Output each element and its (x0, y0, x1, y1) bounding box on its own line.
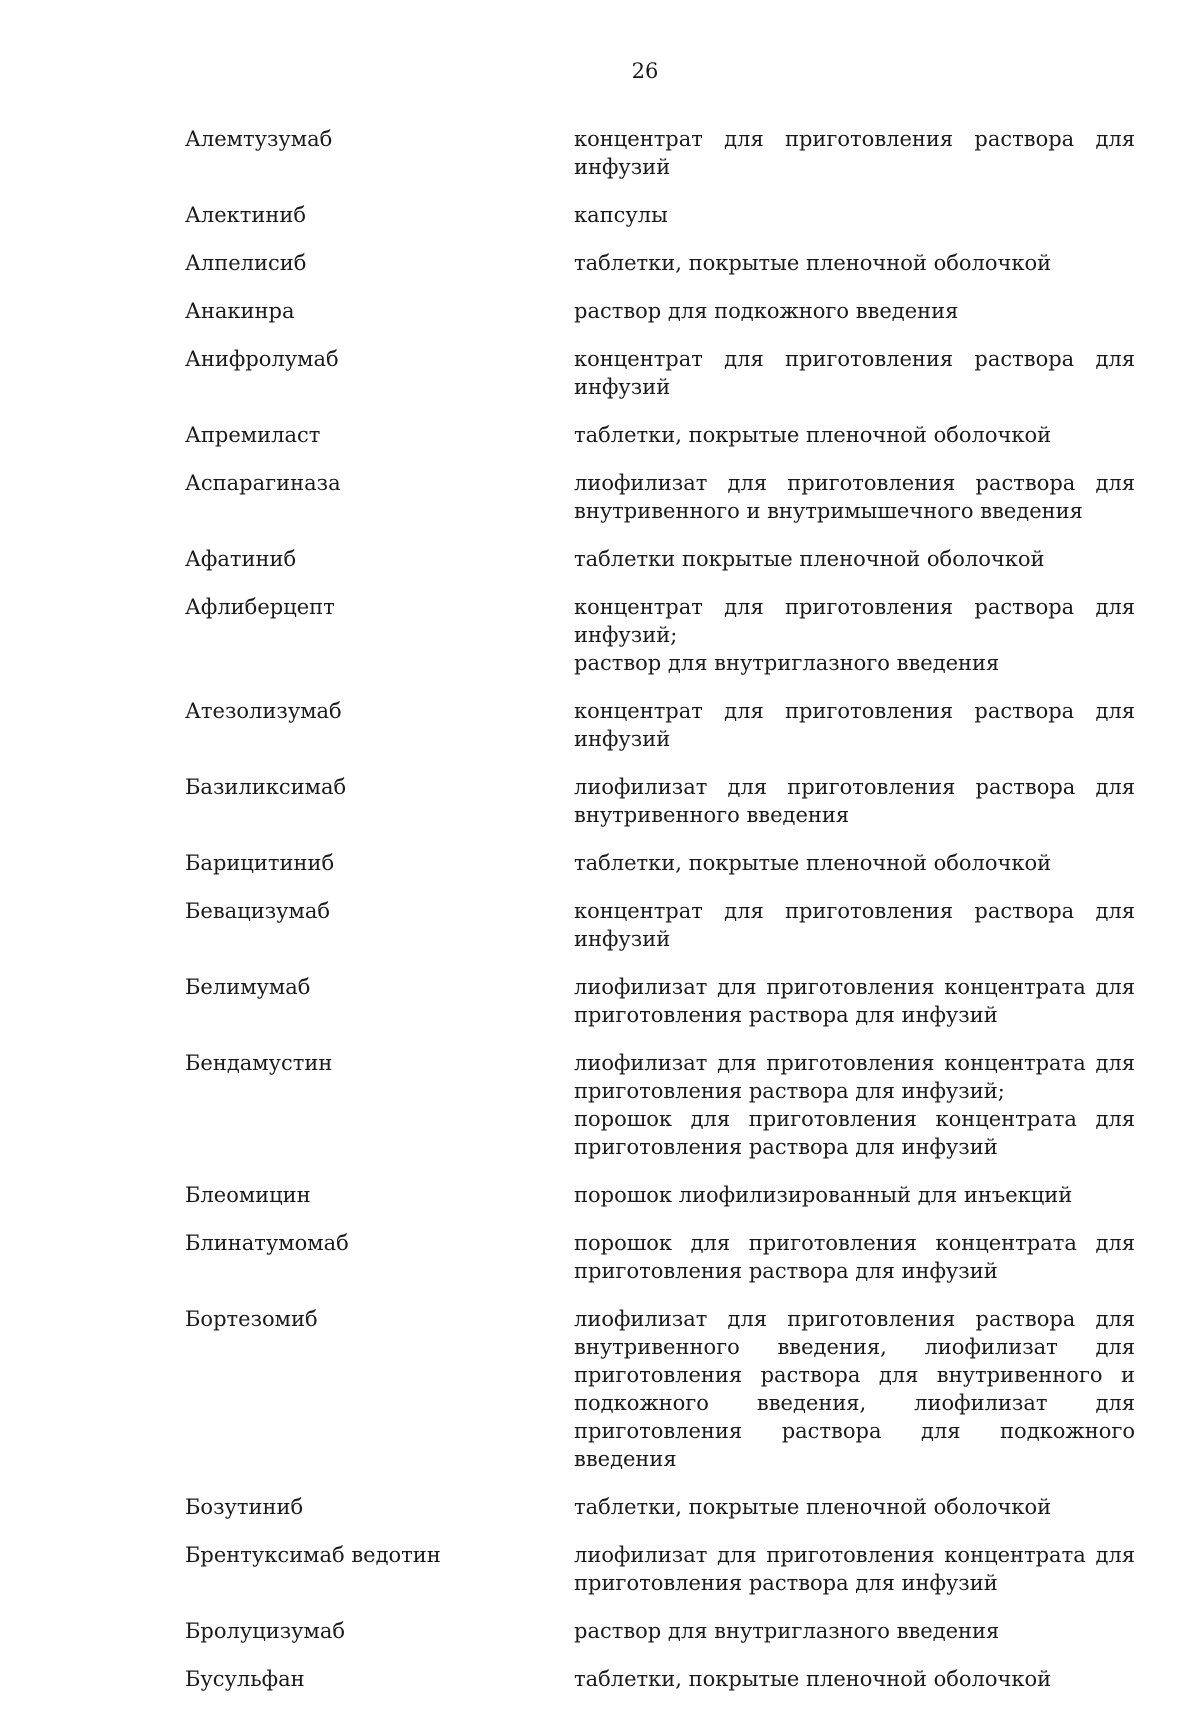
drug-row (185, 297, 1135, 325)
drug-name: Белимумаб (185, 975, 311, 999)
drug-row (185, 697, 1135, 753)
drug-form: концентрат для приготовления раствора для инфузий (574, 699, 1135, 751)
drug-row (185, 773, 1135, 829)
drug-row (185, 1181, 1135, 1209)
drug-row (185, 1305, 1135, 1473)
drug-name: Афлиберцепт (185, 595, 335, 619)
drug-forms (574, 1181, 1135, 1209)
drug-form: раствор для внутриглазного введения (574, 651, 1000, 675)
drug-forms (574, 849, 1135, 877)
drug-name: Базиликсимаб (185, 775, 347, 799)
drug-form: лиофилизат для приготовления раствора для внутривенного введения (574, 775, 1135, 827)
drug-row (185, 1493, 1135, 1521)
drug-name: Барицитиниб (185, 851, 335, 875)
drug-forms (574, 897, 1135, 953)
drug-form: лиофилизат для приготовления концентрата для приготовления раствора для инфузий (574, 1543, 1135, 1595)
drug-form: раствор для внутриглазного введения (574, 1619, 1000, 1643)
drug-forms (574, 1617, 1135, 1645)
drug-row (185, 1049, 1135, 1161)
drug-form: лиофилизат для приготовления раствора для внутривенного и внутримышечного введения (574, 471, 1135, 523)
drug-forms (574, 773, 1135, 829)
drug-row (185, 897, 1135, 953)
drug-form: лиофилизат для приготовления концентрата для приготовления раствора для инфузий (574, 975, 1135, 1027)
drug-form: концентрат для приготовления раствора для инфузий (574, 899, 1135, 951)
drug-forms (574, 697, 1135, 753)
drug-name: Анакинра (185, 299, 295, 323)
drug-row (185, 593, 1135, 677)
drug-name: Блинатумомаб (185, 1231, 349, 1255)
drug-row (185, 1617, 1135, 1645)
drug-form: таблетки, покрытые пленочной оболочкой (574, 251, 1052, 275)
drug-name: Анифролумаб (185, 347, 339, 371)
drug-name: Алемтузумаб (185, 127, 333, 151)
drug-row (185, 1229, 1135, 1285)
drug-row (185, 345, 1135, 401)
drug-forms (574, 125, 1135, 181)
drug-forms (574, 1229, 1135, 1285)
drug-row (185, 421, 1135, 449)
drug-name: Бевацизумаб (185, 899, 331, 923)
drug-form: таблетки, покрытые пленочной оболочкой (574, 423, 1052, 447)
drug-forms (574, 973, 1135, 1029)
drug-name: Атезолизумаб (185, 699, 342, 723)
drug-form: таблетки покрытые пленочной оболочкой (574, 547, 1045, 571)
drug-form: таблетки, покрытые пленочной оболочкой (574, 1667, 1052, 1691)
drug-name: Бролуцизумаб (185, 1619, 346, 1643)
drug-name: Бозутиниб (185, 1495, 304, 1519)
drug-forms (574, 1305, 1135, 1473)
drug-forms (574, 345, 1135, 401)
drug-row (185, 125, 1135, 181)
drug-name: Афатиниб (185, 547, 297, 571)
drug-name: Алпелисиб (185, 251, 307, 275)
drug-forms (574, 421, 1135, 449)
drug-row (185, 973, 1135, 1029)
drug-row (185, 545, 1135, 573)
drug-list (185, 125, 1135, 1713)
drug-form: лиофилизат для приготовления раствора для внутривенного введения, лиофилизат для приготовления раствора для внутривенного и подкожного введения, лиофилизат для приготовления раствора для подкожного введения (574, 1307, 1135, 1471)
drug-form: концентрат для приготовления раствора для инфузий (574, 127, 1135, 179)
drug-name: Брентуксимаб ведотин (185, 1543, 441, 1567)
drug-form: порошок для приготовления концентрата для приготовления раствора для инфузий (574, 1231, 1135, 1283)
drug-forms (574, 469, 1135, 525)
drug-forms (574, 593, 1135, 677)
drug-row (185, 1541, 1135, 1597)
drug-form: порошок для приготовления концентрата для приготовления раствора для инфузий (574, 1107, 1135, 1159)
drug-form: концентрат для приготовления раствора для инфузий; (574, 595, 1135, 647)
drug-form: таблетки, покрытые пленочной оболочкой (574, 1495, 1052, 1519)
drug-forms (574, 201, 1135, 229)
drug-form: таблетки, покрытые пленочной оболочкой (574, 851, 1052, 875)
drug-forms (574, 1493, 1135, 1521)
drug-form: концентрат для приготовления раствора для инфузий (574, 347, 1135, 399)
drug-name: Блеомицин (185, 1183, 311, 1207)
drug-name: Алектиниб (185, 203, 307, 227)
drug-form: порошок лиофилизированный для инъекций (574, 1183, 1073, 1207)
drug-forms (574, 249, 1135, 277)
drug-name: Бендамустин (185, 1051, 333, 1075)
drug-forms (574, 297, 1135, 325)
drug-forms (574, 1541, 1135, 1597)
drug-name: Апремиласт (185, 423, 321, 447)
drug-form: раствор для подкожного введения (574, 299, 959, 323)
page-number: 26 (631, 59, 659, 83)
drug-row (185, 849, 1135, 877)
drug-row (185, 201, 1135, 229)
drug-form: лиофилизат для приготовления концентрата для приготовления раствора для инфузий; (574, 1051, 1135, 1103)
drug-name: Аспарагиназа (185, 471, 341, 495)
drug-name: Бортезомиб (185, 1307, 318, 1331)
drug-forms (574, 545, 1135, 573)
drug-form: капсулы (574, 203, 668, 227)
drug-row (185, 1665, 1135, 1693)
drug-row (185, 249, 1135, 277)
drug-row (185, 469, 1135, 525)
drug-forms (574, 1665, 1135, 1693)
drug-name: Бусульфан (185, 1667, 305, 1691)
drug-forms (574, 1049, 1135, 1161)
